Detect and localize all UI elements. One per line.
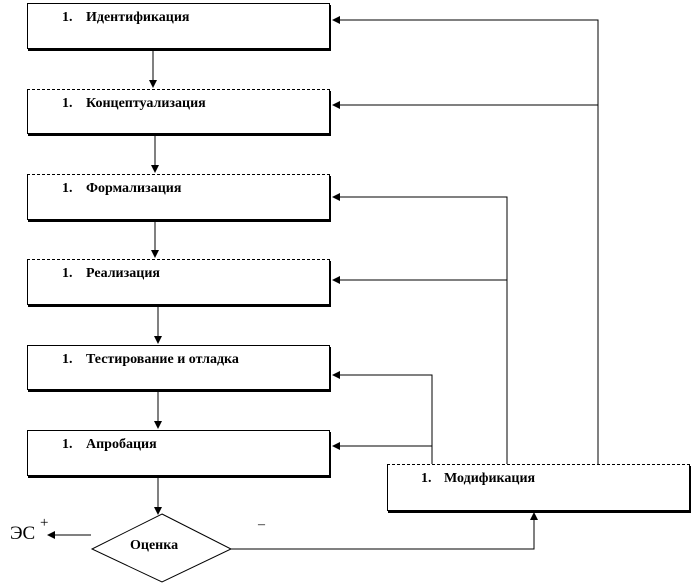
stage-approbation	[27, 430, 330, 476]
negative-sign: –	[258, 517, 265, 532]
stage-label: Тестирование и отладка	[86, 352, 239, 367]
stage-label: Формализация	[86, 181, 182, 196]
stage-modification	[387, 464, 690, 511]
stage-number: 1.	[62, 96, 73, 111]
stage-conceptualization	[27, 89, 330, 134]
stage-label: Концептуализация	[86, 96, 206, 111]
stage-label: Реализация	[86, 266, 160, 281]
stage-number: 1.	[62, 352, 73, 367]
feedback-line-to-stage3	[333, 197, 507, 464]
stage-number: 1.	[62, 266, 73, 281]
stage-number: 1.	[62, 10, 73, 25]
stage-testing-debugging	[27, 345, 330, 390]
stage-number: 1.	[421, 471, 432, 486]
evaluation-label: Оценка	[130, 538, 179, 553]
feedback-line-to-stage5	[333, 375, 432, 464]
stage-label: Модификация	[444, 471, 536, 486]
stage-number: 1.	[62, 437, 73, 452]
feedback-line-to-stage1	[333, 20, 598, 464]
stage-formalization	[27, 174, 330, 220]
arrow-evaluation-to-modification	[231, 513, 534, 549]
stage-identification	[27, 3, 330, 49]
es-exit-label: ЭС	[10, 523, 36, 544]
stage-number: 1.	[62, 181, 73, 196]
stage-realization	[27, 259, 330, 305]
stage-label: Идентификация	[86, 10, 190, 25]
stage-label: Апробация	[86, 437, 157, 452]
positive-sign: +	[40, 515, 49, 531]
